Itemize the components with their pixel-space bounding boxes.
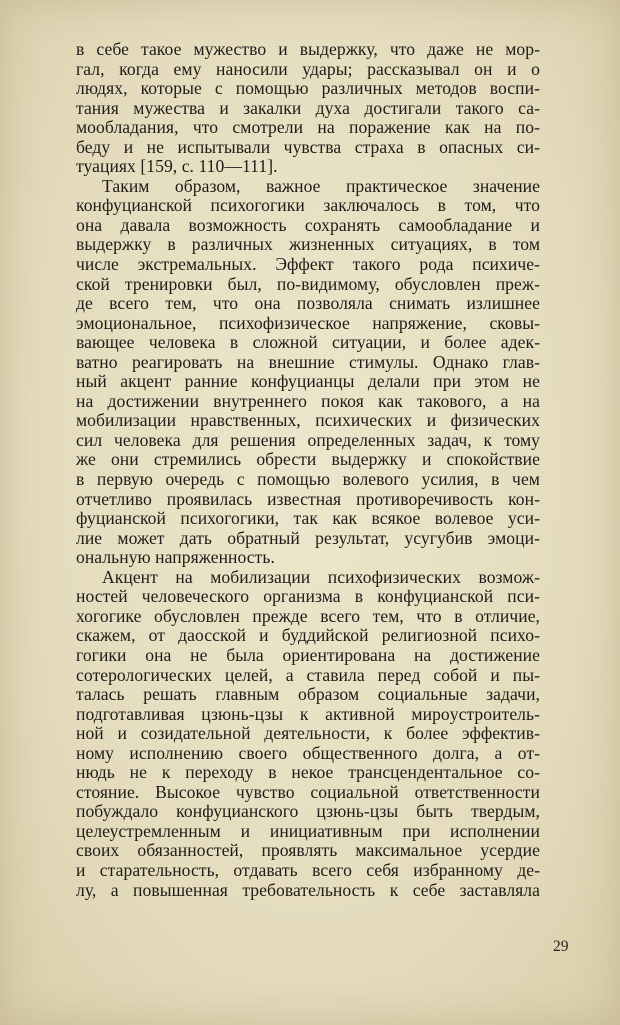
text-line: сотерологических целей, а ставила перед собой и пы-	[76, 664, 540, 685]
text-line: нюдь не к переходу в некое трансцендентальное со-	[76, 762, 540, 783]
text-line: ональную напряженность.	[76, 547, 275, 568]
text-line: на достижении внутреннего покоя как такового, а на	[76, 390, 540, 411]
text-line: в первую очередь с помощью волевого усилия, в чем	[76, 469, 540, 490]
text-line: людях, которые с помощью различных методов воспи-	[76, 78, 540, 99]
text-line: подготавливая цзюнь-цзы к активной миpoустроитель-	[76, 703, 540, 724]
text-line: отчетливо проявилась известная противоречивость кон-	[76, 488, 540, 509]
text-line: лие может дать обратный результат, усугубив эмоци-	[76, 527, 540, 548]
text-line: гал, когда ему наносили удары; рассказывал он и о	[76, 58, 540, 79]
text-line: числе экстремальных. Эффект такого рода психиче-	[76, 254, 540, 275]
page-number: 29	[553, 938, 569, 955]
text-line: лу, а повышенная требовательность к себе заставляла	[76, 879, 540, 900]
text-line: и старательность, отдавать всего себя избранному де-	[76, 859, 540, 880]
text-line: талась решать главным образом социальные задачи,	[76, 684, 540, 705]
text-line: туациях [159, с. 110—111].	[76, 156, 278, 177]
text-line: целеустремленным и инициативным при исполнении	[76, 820, 540, 841]
paragraph-start-line: Акцент на мобилизации психофизических возмож-	[102, 566, 540, 587]
text-line: она давала возможность сохранять самообладание и	[76, 214, 540, 235]
text-line: ской тренировки был, по-видимому, обусловлен преж-	[76, 273, 540, 294]
text-line: фуцианской психогогики, так как всякое волевое уси-	[76, 508, 540, 529]
text-line: ный акцент ранние конфуцианцы делали при этом не	[76, 371, 540, 392]
text-line: выдержку в различных жизненных ситуациях, в том	[76, 234, 540, 255]
text-line: в себе такое мужество и выдержку, что даже не мор-	[76, 39, 540, 59]
text-line: ной и созидательной деятельности, к более эффектив-	[76, 723, 540, 744]
paragraph-start-line: Таким образом, важное практическое значение	[102, 175, 540, 196]
text-line: эмоциональное, психофизическое напряжение, сковы-	[76, 312, 540, 333]
text-line: ватно реагировать на внешние стимулы. Однако глав-	[76, 351, 540, 372]
text-line: хогогике обусловлен прежде всего тем, что в отличие,	[76, 605, 540, 626]
text-line: ностей человеческого организма в конфуцианской пси-	[76, 586, 540, 607]
text-line: конфуцианской психогогики заключалось в том, что	[76, 195, 540, 216]
text-line: побуждало конфуцианского цзюнь-цзы быть твердым,	[76, 801, 540, 822]
text-line: же они стремились обрести выдержку и спокойствие	[76, 449, 540, 470]
text-line: беду и не испытывали чувства страха в опасных си-	[76, 136, 540, 157]
text-line: ному исполнению своего общественного долга, а от-	[76, 742, 540, 763]
text-line: гогики она не была ориентирована на достижение	[76, 644, 540, 665]
text-line: мобилизации нравственных, психических и физических	[76, 410, 540, 431]
text-line: мообладания, что смотрели на поражение как на по-	[76, 117, 540, 138]
text-line: стояние. Высокое чувство социальной ответственности	[76, 781, 540, 802]
text-line: тания мужества и закалки духа достигали такого са-	[76, 97, 540, 118]
text-line: вающее человека в сложной ситуации, и более адек-	[76, 332, 540, 353]
text-line: сил человека для решения определенных задач, к тому	[76, 429, 540, 450]
text-line: де всего тем, что она позволяла снимать излишнее	[76, 293, 540, 314]
text-line: своих обязанностей, проявлять максимальное усердие	[76, 840, 540, 861]
body-text	[76, 40, 540, 900]
text-line: скажем, от даосской и буддийской религиозной психо-	[76, 625, 540, 646]
